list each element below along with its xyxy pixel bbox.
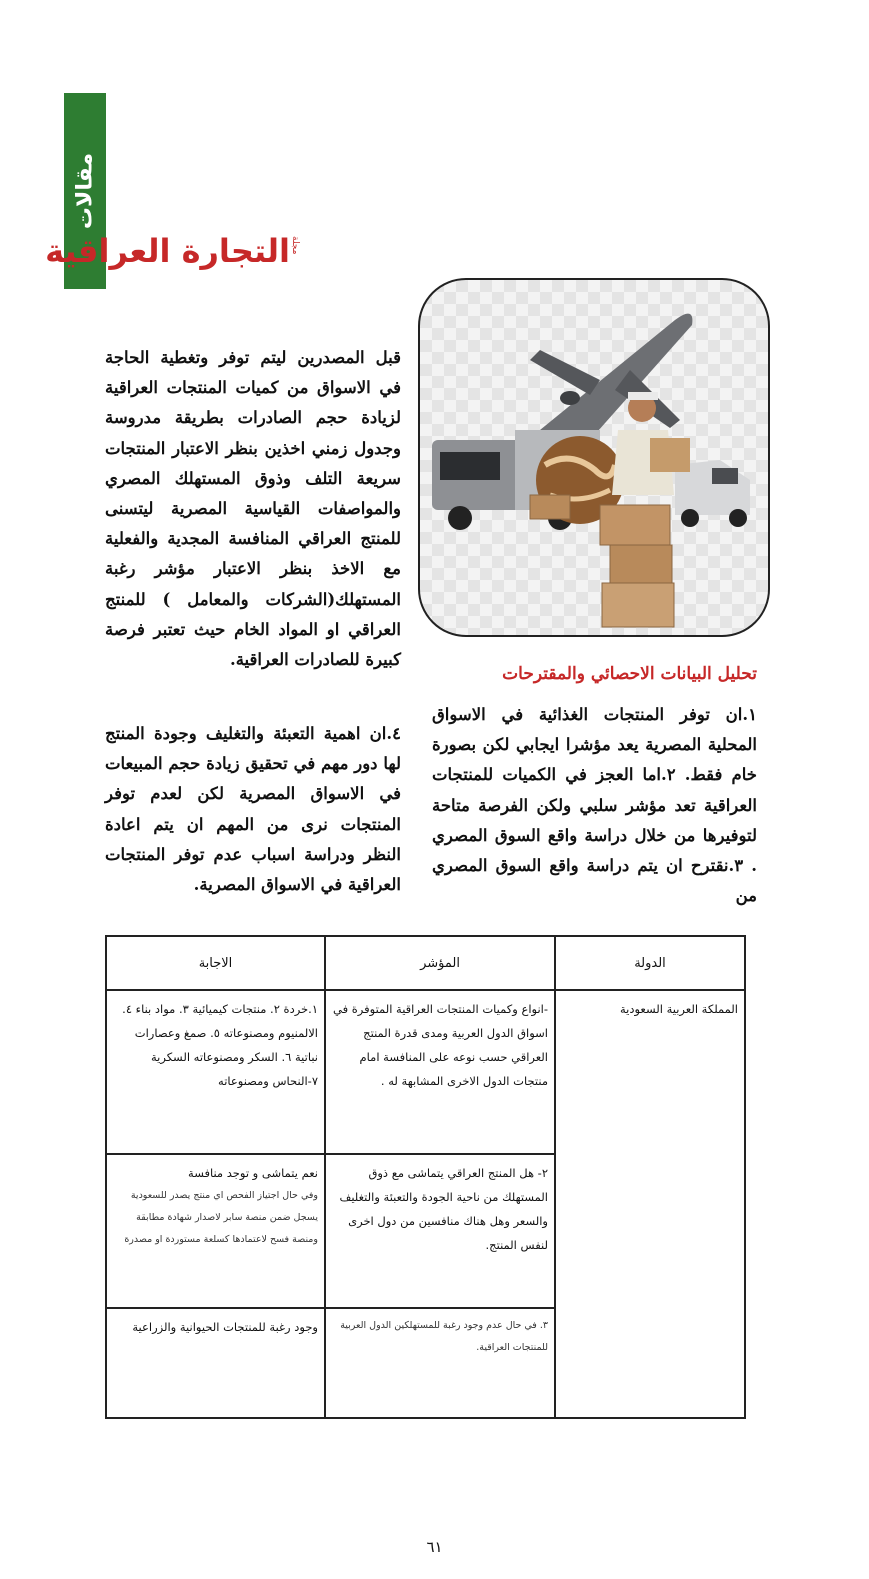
header-answer: الاجابة — [106, 936, 325, 990]
section-tab-label: مقالات — [72, 152, 98, 230]
table-header-row — [106, 936, 745, 990]
cargo-illustration — [420, 280, 768, 635]
answer-cell — [106, 1308, 325, 1418]
answer-text: وجود رغبة للمنتجات الحيوانية والزراعية — [132, 1320, 318, 1334]
country-cell: المملكة العربية السعودية — [555, 990, 745, 1418]
logo-small: مجلة — [290, 236, 300, 255]
magazine-logo — [45, 230, 300, 286]
answer-cell — [106, 990, 325, 1154]
analysis-heading: تحليل البيانات الاحصائي والمقترحات — [502, 664, 757, 684]
answer-text: ١.خردة ٢. منتجات كيميائية ٣. مواد بناء ٤. الالمنيوم ومصنوعاته ٥. صمغ وعصارات نباتية ٦. السكر ومصنوعاته السكرية — [122, 1002, 318, 1064]
article-paragraph-right-bottom: ٤.ان اهمية التعبئة والتغليف وجودة المنتج لها دور مهم في تحقيق زيادة حجم المبيعات في الاسواق المصرية لكن لعدم توفر المنتجات نرى من المهم ان يتم اعادة النظر ودراسة اسباب عدم توفر المنتجات العراقية في الاسواق المصرية. — [105, 724, 401, 895]
table-row — [106, 990, 745, 1154]
indicator-cell: ٣. في حال عدم وجود رغبة للمستهلكين الدول العربية للمنتجات العراقية. — [325, 1308, 555, 1418]
header-indicator: المؤشر — [325, 936, 555, 990]
answer-extra: وفي حال اجتياز الفحص اي منتج يصدر للسعودية يسجل ضمن منصة سابر لاصدار شهادة مطابقة ومنصة فسح لاعتمادها كسلعة مستوردة او مصدرة — [124, 1190, 318, 1245]
header-country: الدولة — [555, 936, 745, 990]
article-paragraph-left: ١.ان توفر المنتجات الغذائية في الاسواق المحلية المصرية يعد مؤشرا ايجابي لكن بصورة خام فقط. ٢.اما العجز في الكميات للمنتجات العراقية تعد مؤشر سلبي ولكن الفرصة متاحة لتوفيرها من خلال دراسة واقع السوق المصري . ٣.نقترح ان يتم دراسة واقع السوق المصري من — [432, 705, 757, 906]
article-paragraph-right-top: قبل المصدرين ليتم توفر وتغطية الحاجة في الاسواق من كميات المنتجات العراقية لزيادة حجم الصادرات بطريقة مدروسة وجدول زمني اخذين بنظر الاعتبار المنتجات سريعة التلف وذوق المستهلك المصري والمواصفات القياسية المصرية ليتسنى للمنتج العراقي المنافسة المجدية والفعلية مع الاخذ بنظر الاعتبار مؤشر رغبة المستهلك(الشركات والمعامل ) للمنتج العراقي او المواد الخام حيث تعتبر فرصة كبيرة للصادرات العراقية. — [105, 348, 401, 670]
answer-extra: ٧-النحاس ومصنوعاته — [218, 1074, 318, 1088]
page-number: ٦١ — [426, 1538, 443, 1556]
indicator-cell: ٢- هل المنتج العراقي يتماشى مع ذوق المستهلك من ناحية الجودة والتعبئة والتغليف والسعر وهل هناك منافسين من دول اخرى لنفس المنتج. — [325, 1154, 555, 1308]
airplane-icon — [530, 314, 692, 440]
cargo-photo — [418, 278, 770, 637]
boxes-icon — [530, 495, 674, 627]
logo-word: التجارة العراقية — [45, 232, 290, 270]
answer-text: نعم يتماشى و توجد منافسة — [188, 1166, 318, 1180]
indicator-table — [105, 935, 746, 1419]
indicator-cell: -انواع وكميات المنتجات العراقية المتوفرة في اسواق الدول العربية ومدى قدرة المنتج العراقي حسب نوعه على المنافسة امام منتجات الدول الاخرى المشابهة له . — [325, 990, 555, 1154]
answer-cell — [106, 1154, 325, 1308]
